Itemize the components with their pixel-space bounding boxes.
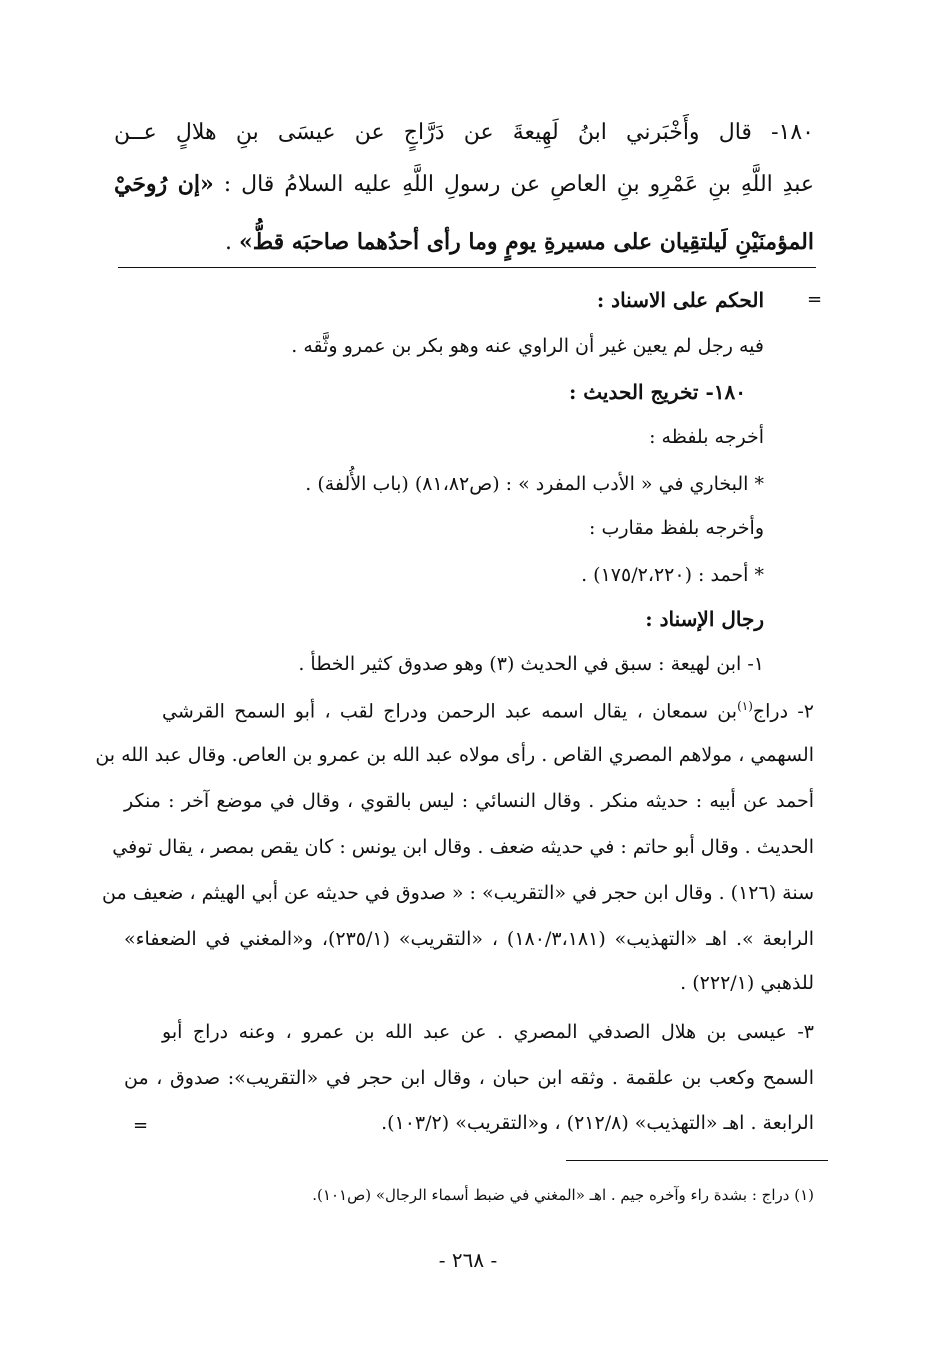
footnote-reference: (١) (737, 699, 753, 713)
rijal-heading: رجال الإسناد : (645, 607, 764, 631)
narrator-3-line-3: الرابعة . اهـ «التهذيب» (٢١٢/٨) ، و«التقريب» (١٠٣/٢). (381, 1112, 814, 1134)
takhrij-heading: ١٨٠- تخريج الحديث : (568, 380, 746, 404)
narrator-2-name: ٢- دراج (752, 700, 815, 723)
ahmad-reference: * أحمد : (١٧٥/٢،٢٢٠) . (581, 564, 764, 586)
narrator-3-line-1: ٣- عيسى بن هلال الصدفي المصري . عن عبد الله بن عمرو ، وعنه دراج أبو (162, 1021, 814, 1043)
hadith-line-3-period: . (224, 230, 239, 255)
hadith-line-2-text: عبدِ اللَّهِ بنِ عَمْرِو بنِ العاصِ عن رسولِ اللَّهِ عليه السلامُ قال : (223, 172, 815, 197)
muqarib-label: وأخرجه بلفظ مقارب : (589, 517, 764, 539)
page-number: - ٢٦٨ - (438, 1248, 498, 1272)
narrator-2-line-2: السهمي ، مولاهم المصري القاص . رأى مولاه عبد الله بن عمرو بن العاص. وقال عبد الله بن (95, 744, 814, 766)
footnote-separator-rule (566, 1160, 828, 1161)
bukhari-reference: * البخاري في « الأدب المفرد » : (ص٨١،٨٢) (باب الأُلفة) . (305, 473, 764, 495)
hadith-line-1-text: ١٨٠- قال وأَخْبَرني ابنُ لَهِيعةَ عن دَرَّاجٍ عن عيسَى بنِ هلالٍ عــن (114, 120, 814, 145)
narrator-2-line-7: للذهبي (٢٢٢/١) . (680, 972, 814, 994)
hadith-separator-rule (118, 267, 816, 268)
hadith-quote-end: المؤمنَيْنِ لَيلتقِيان على مسيرةِ يومٍ وما رأى أحدُهما صاحبَه قطُّ» (238, 229, 814, 255)
hadith-line-1 (114, 122, 814, 144)
narrator-2-line-5: سنة (١٢٦) . وقال ابن حجر في «التقريب» : « صدوق في حديثه عن أبي الهيثم ، ضعيف من (102, 882, 814, 904)
hadith-line-3 (114, 231, 814, 254)
akhrajahu-label: أخرجه بلفظه : (649, 426, 764, 448)
narrator-2-line-1 (162, 700, 814, 721)
hukm-heading: الحكم على الاسناد : (596, 288, 764, 312)
narrator-2-line-3: أحمد عن أبيه : حديثه منكر . وقال النسائي : ليس بالقوي ، وقال في موضع آخر : منكر (124, 790, 814, 812)
continuation-mark-bottom: = (133, 1115, 149, 1136)
hadith-quote-start: «إن رُوحَيْ (114, 171, 214, 197)
narrator-1: ١- ابن لهيعة : سبق في الحديث (٣) وهو صدوق كثير الخطأ . (298, 653, 764, 675)
continuation-mark-top: = (807, 289, 823, 310)
hukm-text: فيه رجل لم يعين غير أن الراوي عنه وهو بكر بن عمرو وثَّقه . (291, 335, 764, 357)
narrator-2-line-4: الحديث . وقال أبو حاتم : في حديثه ضعف . وقال ابن يونس : كان يقص بمصر ، يقال توفي (112, 836, 814, 858)
hadith-line-2 (114, 173, 814, 196)
footnote-1: (١) دراج : بشدة راء وآخره جيم . اهـ «المغني في ضبط أسماء الرجال» (ص١٠١). (312, 1186, 814, 1204)
narrator-2-line-6: الرابعة ». اهـ «التهذيب» (١٨٠/٣،١٨١) ، «التقريب» (٢٣٥/١)، و«المغني في الضعفاء» (124, 928, 815, 950)
narrator-2-line-1-text: بن سمعان ، يقال اسمه عبد الرحمن ودراج لقب ، أبو السمح القرشي (162, 700, 738, 723)
narrator-3-line-2: السمح وكعب بن علقمة . وثقه ابن حبان ، وقال ابن حجر في «التقريب»: صدوق ، من (124, 1067, 814, 1089)
